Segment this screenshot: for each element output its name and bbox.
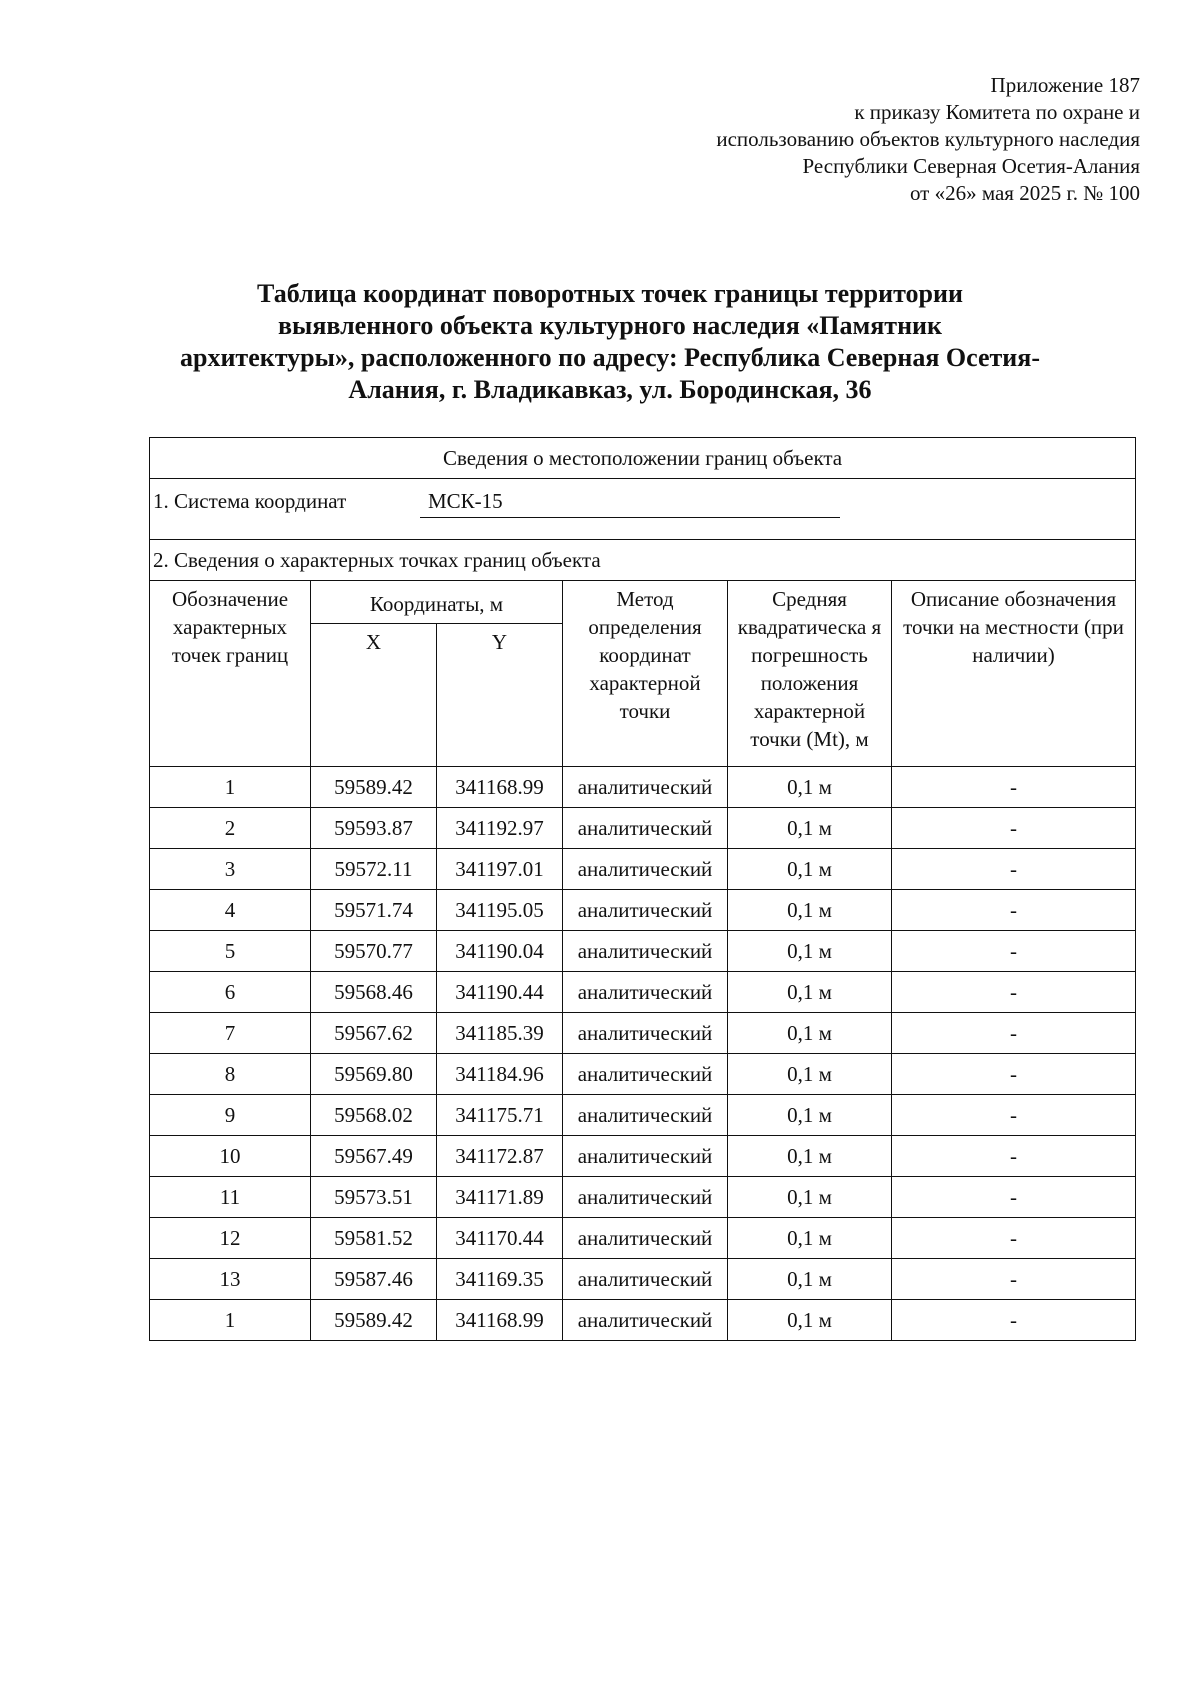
table-row [150, 1136, 1136, 1177]
method: аналитический [563, 1136, 728, 1177]
coordinate-x: 59581.52 [311, 1218, 437, 1259]
header-description: Описание обозначения точки на местности (при наличии) [892, 581, 1136, 767]
method: аналитический [563, 1300, 728, 1341]
point-description: - [892, 1054, 1136, 1095]
point-description: - [892, 1218, 1136, 1259]
mean-error: 0,1 м [728, 767, 892, 808]
table-row [150, 972, 1136, 1013]
method: аналитический [563, 849, 728, 890]
appendix-line: Республики Северная Осетия-Алания [802, 154, 1140, 178]
point-number: 9 [150, 1095, 311, 1136]
underline [420, 517, 840, 518]
coordinate-x: 59568.02 [311, 1095, 437, 1136]
point-description: - [892, 890, 1136, 931]
mean-error: 0,1 м [728, 849, 892, 890]
point-number: 1 [150, 1300, 311, 1341]
table-row [150, 931, 1136, 972]
coordinate-x: 59572.11 [311, 849, 437, 890]
point-number: 11 [150, 1177, 311, 1218]
document-title [150, 278, 1070, 406]
point-number: 3 [150, 849, 311, 890]
method: аналитический [563, 1177, 728, 1218]
point-number: 5 [150, 931, 311, 972]
coordinates-table [149, 437, 1136, 1341]
point-description: - [892, 1013, 1136, 1054]
mean-error: 0,1 м [728, 1054, 892, 1095]
coordinate-y: 341171.89 [437, 1177, 563, 1218]
table-row [150, 890, 1136, 931]
points-title: 2. Сведения о характерных точках границ объекта [150, 540, 1136, 581]
method: аналитический [563, 767, 728, 808]
header-y: Y [437, 624, 563, 767]
point-number: 8 [150, 1054, 311, 1095]
coordinate-y: 341168.99 [437, 1300, 563, 1341]
coordinate-y: 341175.71 [437, 1095, 563, 1136]
coordinate-x: 59570.77 [311, 931, 437, 972]
coordinate-x: 59567.62 [311, 1013, 437, 1054]
method: аналитический [563, 808, 728, 849]
mean-error: 0,1 м [728, 890, 892, 931]
mean-error: 0,1 м [728, 931, 892, 972]
coordinate-y: 341195.05 [437, 890, 563, 931]
coordinate-x: 59589.42 [311, 1300, 437, 1341]
section-title: Сведения о местоположении границ объекта [150, 438, 1136, 479]
mean-error: 0,1 м [728, 808, 892, 849]
method: аналитический [563, 972, 728, 1013]
table-row [150, 808, 1136, 849]
title-line: Алания, г. Владикавказ, ул. Бородинская, 36 [348, 375, 872, 404]
point-description: - [892, 1177, 1136, 1218]
appendix-line: Приложение 187 [990, 73, 1140, 97]
point-description: - [892, 1136, 1136, 1177]
coordinate-y: 341192.97 [437, 808, 563, 849]
method: аналитический [563, 890, 728, 931]
table-row [150, 1054, 1136, 1095]
header-x: X [311, 624, 437, 767]
mean-error: 0,1 м [728, 1259, 892, 1300]
point-number: 1 [150, 767, 311, 808]
mean-error: 0,1 м [728, 1218, 892, 1259]
table-row [150, 1259, 1136, 1300]
coordinate-x: 59567.49 [311, 1136, 437, 1177]
point-number: 12 [150, 1218, 311, 1259]
point-number: 13 [150, 1259, 311, 1300]
point-description: - [892, 1095, 1136, 1136]
table-row [150, 849, 1136, 890]
point-description: - [892, 1259, 1136, 1300]
coordinate-x: 59569.80 [311, 1054, 437, 1095]
appendix-line: к приказу Комитета по охране и [854, 100, 1140, 124]
table-row [150, 1095, 1136, 1136]
coordinate-x: 59573.51 [311, 1177, 437, 1218]
coordinate-y: 341170.44 [437, 1218, 563, 1259]
point-description: - [892, 1300, 1136, 1341]
point-number: 4 [150, 890, 311, 931]
mean-error: 0,1 м [728, 1177, 892, 1218]
title-line: выявленного объекта культурного наследия «Памятник [277, 311, 943, 340]
point-description: - [892, 972, 1136, 1013]
header-designation: Обозначение характерных точек границ [150, 581, 311, 767]
method: аналитический [563, 1013, 728, 1054]
coordinate-y: 341169.35 [437, 1259, 563, 1300]
title-line: архитектуры», расположенного по адресу: Республика Северная Осетия- [179, 343, 1041, 372]
table-row [150, 1300, 1136, 1341]
appendix-date: от «26» мая 2025 г. № 100 [909, 181, 1140, 205]
point-description: - [892, 767, 1136, 808]
table-row [150, 1013, 1136, 1054]
coordinate-y: 341168.99 [437, 767, 563, 808]
table-row [150, 767, 1136, 808]
coordinate-x: 59568.46 [311, 972, 437, 1013]
coordinate-system-value: МСК-15 [428, 489, 503, 513]
header-method: Метод определения координат характерной точки [563, 581, 728, 767]
coordinate-y: 341190.04 [437, 931, 563, 972]
header-error: Средняя квадратическа я погрешность положения характерной точки (Mt), м [728, 581, 892, 767]
title-line: Таблица координат поворотных точек границы территории [257, 279, 963, 308]
method: аналитический [563, 931, 728, 972]
table-row [150, 1218, 1136, 1259]
coordinate-x: 59587.46 [311, 1259, 437, 1300]
coordinate-x: 59589.42 [311, 767, 437, 808]
coordinate-x: 59571.74 [311, 890, 437, 931]
point-number: 2 [150, 808, 311, 849]
coordinate-x: 59593.87 [311, 808, 437, 849]
coordinate-y: 341185.39 [437, 1013, 563, 1054]
appendix-line: использованию объектов культурного наследия [716, 127, 1140, 151]
point-description: - [892, 931, 1136, 972]
table-row [150, 1177, 1136, 1218]
header-coordinates: Координаты, м [311, 581, 563, 624]
point-number: 7 [150, 1013, 311, 1054]
method: аналитический [563, 1259, 728, 1300]
coordinate-y: 341190.44 [437, 972, 563, 1013]
coordinate-y: 341172.87 [437, 1136, 563, 1177]
appendix-header [440, 72, 1140, 207]
method: аналитический [563, 1218, 728, 1259]
mean-error: 0,1 м [728, 1136, 892, 1177]
mean-error: 0,1 м [728, 1095, 892, 1136]
mean-error: 0,1 м [728, 1300, 892, 1341]
coordinate-y: 341197.01 [437, 849, 563, 890]
point-number: 6 [150, 972, 311, 1013]
mean-error: 0,1 м [728, 972, 892, 1013]
point-description: - [892, 808, 1136, 849]
coordinate-system-row [150, 479, 1136, 540]
mean-error: 0,1 м [728, 1013, 892, 1054]
coordinate-system-label: 1. Система координат [153, 489, 347, 513]
point-number: 10 [150, 1136, 311, 1177]
coordinate-y: 341184.96 [437, 1054, 563, 1095]
method: аналитический [563, 1054, 728, 1095]
method: аналитический [563, 1095, 728, 1136]
point-description: - [892, 849, 1136, 890]
